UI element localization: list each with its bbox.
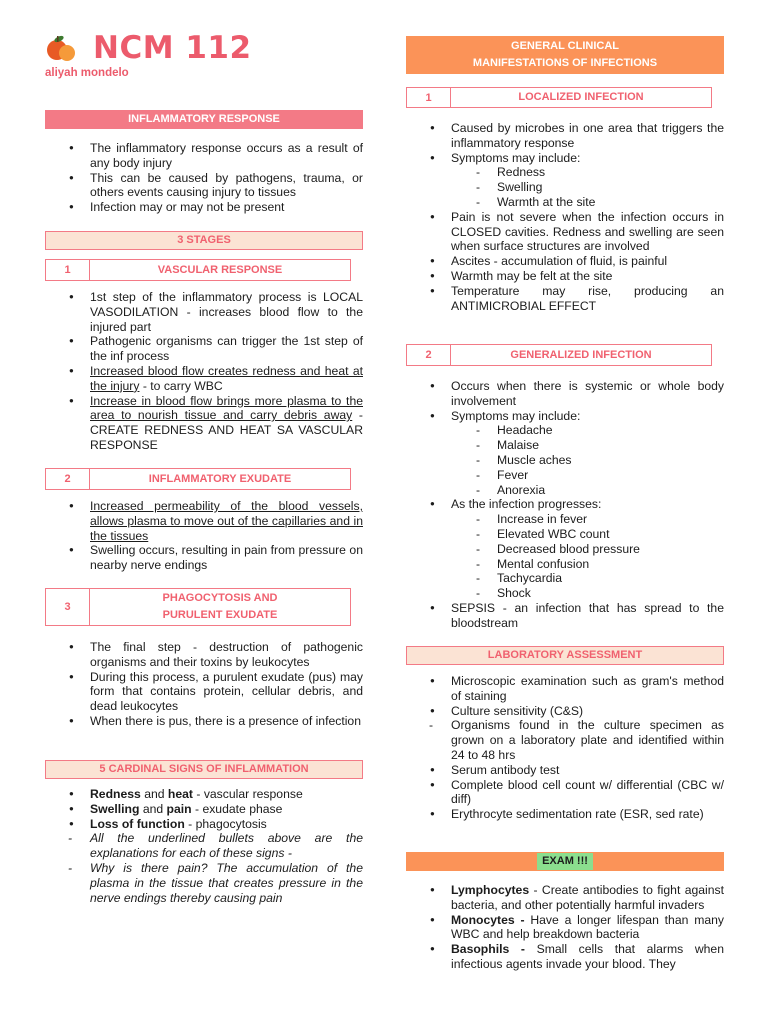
list-item: ● Symptoms may include: [406, 151, 724, 166]
list-item: ● Ascites - accumulation of fluid, is painful [406, 254, 724, 269]
page-title: NCM 112 [93, 30, 252, 66]
generalized-infection-list [406, 379, 724, 631]
list-item [45, 364, 363, 394]
stage-title: VASCULAR RESPONSE [157, 263, 283, 276]
three-stages-heading: 3 STAGES [45, 231, 363, 250]
list-item: ● SEPSIS - an infection that has spread to the bloodstream [406, 601, 724, 631]
list-item: ● As the infection progresses: [406, 497, 724, 512]
bold-text: Basophils - [451, 942, 525, 957]
laboratory-assessment-heading: LABORATORY ASSESSMENT [406, 646, 724, 665]
list-item: ● Warmth may be felt at the site [406, 269, 724, 284]
laboratory-assessment-list [406, 674, 724, 822]
list-item-text: and [140, 787, 168, 801]
bold-text: Swelling [90, 801, 140, 816]
localized-infection-list [406, 121, 724, 313]
stage-number: 2 [46, 469, 90, 489]
list-item-text: - phagocytosis [184, 816, 267, 831]
underlined-text: Increased blood flow creates redness and heat at the injury [90, 363, 363, 393]
bold-text: Redness [90, 787, 141, 801]
exam-heading [406, 852, 724, 871]
note-item: - All the underlined bullets above are the explanations for each of these signs - [45, 831, 363, 861]
stage-1-header [45, 259, 351, 281]
apple-logo-icon [45, 34, 79, 62]
sub-item: - Mental confusion [406, 557, 724, 572]
list-item: ● Pathogenic organisms can trigger the 1st step of the inf process [45, 334, 363, 364]
sub-item: - Swelling [406, 180, 724, 195]
generalized-infection-header [406, 344, 712, 366]
list-item-text: - vascular response [192, 787, 303, 801]
note-item: - Why is there pain? The accumulation of the plasma in the tissue that creates pressure in the nerve endings thereby causing pain [45, 861, 363, 905]
list-item [45, 802, 363, 817]
list-item-text: Small cells that alarms when infectious agents invade your blood. They [451, 942, 724, 971]
section-number: 1 [407, 88, 451, 107]
stage-2-list [45, 499, 363, 573]
sub-item: - Elevated WBC count [406, 527, 724, 542]
list-item: ● Complete blood cell count w/ differential (CBC w/ diff) [406, 778, 724, 808]
stage-title-line: PURULENT EXUDATE [162, 609, 278, 621]
sub-item: - Fever [406, 468, 724, 483]
list-item [45, 817, 363, 832]
section-title: LOCALIZED INFECTION [518, 91, 644, 103]
sub-item: - Headache [406, 423, 724, 438]
heading-line: GENERAL CLINICAL [511, 40, 619, 52]
inflammatory-response-list [45, 141, 363, 215]
list-item: ● This can be caused by pathogens, trauma, or others events causing injury to tissues [45, 171, 363, 201]
list-item [406, 913, 724, 943]
dash-item: - Organisms found in the culture specimen as grown on a laboratory plate and identified within 24 to 48 hrs [406, 718, 724, 762]
list-item: ● The final step - destruction of pathogenic organisms and their toxins by leukocytes [45, 640, 363, 670]
list-item [406, 883, 724, 913]
list-item: ● Culture sensitivity (C&S) [406, 704, 724, 719]
list-item: ● Caused by microbes in one area that triggers the inflammatory response [406, 121, 724, 151]
bold-text: heat [167, 787, 193, 801]
bold-text: Lymphocytes [451, 883, 530, 897]
list-item-text: and [139, 801, 167, 816]
sub-item: - Malaise [406, 438, 724, 453]
list-item: ● Temperature may rise, producing an ANTIMICROBIAL EFFECT [406, 284, 724, 314]
sub-item: - Muscle aches [406, 453, 724, 468]
list-item: ● The inflammatory response occurs as a result of any body injury [45, 141, 363, 171]
sub-item: - Increase in fever [406, 512, 724, 527]
general-manifestations-heading [406, 36, 724, 74]
list-item: ● Erythrocyte sedimentation rate (ESR, sed rate) [406, 807, 724, 822]
underlined-text: Increased permeability of the blood vessels, allows plasma to move out of the capillaries and in the tissues [90, 499, 363, 543]
heading-line: MANIFESTATIONS OF INFECTIONS [472, 57, 658, 69]
sub-item: - Redness [406, 165, 724, 180]
stage-title-line: PHAGOCYTOSIS AND [162, 592, 278, 604]
stage-number: 1 [46, 260, 90, 280]
list-item: ● When there is pus, there is a presence of infection [45, 714, 363, 729]
exam-highlight: EXAM !!! [537, 853, 593, 870]
list-item: ● During this process, a purulent exudate (pus) may form that contains protein, cellular debris, and dead leukocytes [45, 670, 363, 714]
inflammatory-response-heading: INFLAMMATORY RESPONSE [45, 110, 363, 129]
sub-item: - Warmth at the site [406, 195, 724, 210]
list-item [45, 499, 363, 543]
list-item: ● Symptoms may include: [406, 409, 724, 424]
list-item: ● 1st step of the inflammatory process is LOCAL VASODILATION - increases blood flow to the injured part [45, 290, 363, 334]
stage-3-list [45, 640, 363, 729]
sub-item: - Tachycardia [406, 571, 724, 586]
underlined-text: Increase in blood flow brings more plasma to the area to nourish tissue and carry debris away [90, 393, 363, 423]
stage-title: INFLAMMATORY EXUDATE [148, 472, 292, 485]
sub-item: - Anorexia [406, 483, 724, 498]
list-item-text: Have a longer lifespan than many WBC and help breakdown bacteria [451, 912, 724, 942]
stage-1-list [45, 290, 363, 453]
section-number: 2 [407, 345, 451, 365]
list-item-text: - CREATE REDNESS AND HEAT SA VASCULAR RESPONSE [90, 408, 363, 452]
list-item: ● Infection may or may not be present [45, 200, 363, 215]
list-item: ● Swelling occurs, resulting in pain from pressure on nearby nerve endings [45, 543, 363, 573]
section-title: GENERALIZED INFECTION [510, 348, 652, 361]
list-item [406, 942, 724, 972]
bold-text: Loss of function [90, 816, 185, 831]
list-item-text: - to carry WBC [139, 378, 223, 393]
cardinal-signs-heading: 5 CARDINAL SIGNS OF INFLAMMATION [45, 760, 363, 779]
list-item: ● Occurs when there is systemic or whole body involvement [406, 379, 724, 409]
list-item [45, 787, 363, 802]
list-item: ● Microscopic examination such as gram's method of staining [406, 674, 724, 704]
exam-list [406, 883, 724, 972]
list-item-text: - exudate phase [191, 801, 283, 816]
list-item [45, 394, 363, 453]
cardinal-signs-list [45, 787, 363, 905]
sub-item: - Decreased blood pressure [406, 542, 724, 557]
list-item: ● Pain is not severe when the infection occurs in CLOSED cavities. Redness and swelling are seen when surface structures are involved [406, 210, 724, 254]
stage-number: 3 [46, 589, 90, 625]
stage-title [90, 589, 350, 625]
sub-item: - Shock [406, 586, 724, 601]
bold-text: Monocytes - [451, 912, 525, 927]
bold-text: pain [166, 801, 192, 816]
stage-2-header [45, 468, 351, 490]
author-name: aliyah mondelo [45, 67, 129, 79]
list-item-text: - Create antibodies to fight against bacteria, and other potentially harmful invaders [451, 883, 724, 912]
stage-3-header [45, 588, 351, 626]
list-item: ● Serum antibody test [406, 763, 724, 778]
localized-infection-header [406, 87, 712, 108]
